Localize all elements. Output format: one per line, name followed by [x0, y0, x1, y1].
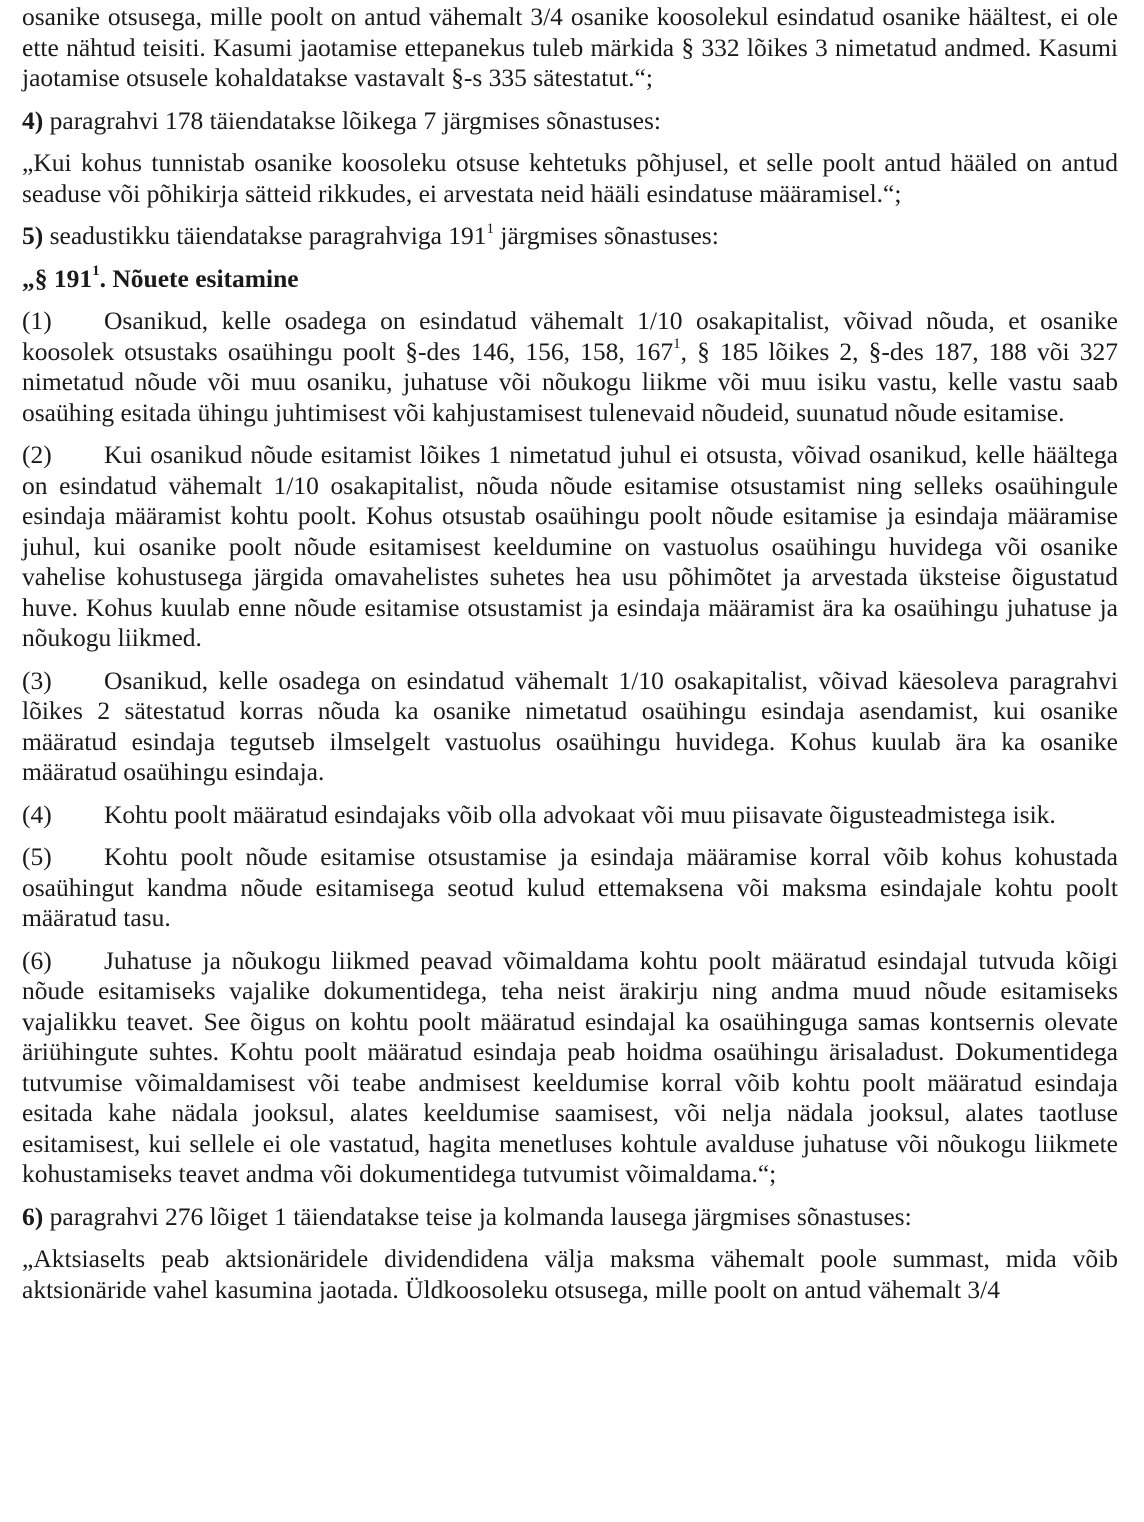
subsection	[22, 842, 1118, 934]
subsection-text: Kui osanikud nõude esitamist lõikes 1 nimetatud juhul ei otsusta, võivad osanikud, kelle häältega on esindatud vähemalt 1/10 osakapitalist, nõuda nõude esitamise otsustamist ning selleks osaühingule esindaja määramist kohtu poolt. Kohus otsustab osaühingu poolt nõude esitamise ja esindaja määramise juhul, kui osanike poolt nõude esitamisest keeldumine on vastuolus osaühingu huvidega või osanike vahelise kohustusega järgida omavahelistes suhetes hea usu põhimõtet ja arvestada üksteise õigustatud huve. Kohus kuulab enne nõude esitamise otsustamist ja esindaja määramist ära ka osaühingu juhatuse ja nõukogu liikmed.	[22, 440, 1118, 652]
subsection-text: Osanikud, kelle osadega on esindatud vähemalt 1/10 osakapitalist, võivad käesoleva paragrahvi lõikes 2 sätestatud korras nõuda ka osanike nimetatud osaühingu esindaja asendamist, kui osanike määratud esindaja tegutseb ilmselgelt vastuolus osaühingu huvidega. Kohus kuulab ära ka osanike määratud osaühingu esindaja.	[22, 665, 1118, 786]
item-number: 6)	[22, 1201, 44, 1231]
subsection	[22, 666, 1118, 788]
subsection	[22, 306, 1118, 428]
item-number: 5)	[22, 221, 44, 250]
item-text: paragrahvi 276 lõiget 1 täiendatakse teise ja kolmanda lausega järgmises sõnastuses:	[43, 1201, 912, 1231]
subsection-number: (5)	[22, 842, 52, 871]
item-number: 4)	[22, 105, 44, 135]
item-5	[22, 221, 1118, 252]
item-text: paragrahvi 178 täiendatakse lõikega 7 järgmises sõnastuses:	[43, 105, 661, 135]
subsection-number: (1)	[22, 306, 52, 335]
subsection-text: Kohtu poolt nõude esitamise otsustamise ja esindaja määramise korral võib kohus kohustada osaühingut kandma nõude esitamisega seotud kulud ettemaksena või maksma esindajale kohtu poolt määratud tasu.	[22, 842, 1118, 932]
subsection-number: (4)	[22, 799, 52, 829]
superscript: 1	[673, 336, 681, 352]
subsection-text: Osanikud, kelle osadega on esindatud vähemalt 1/10 osakapitalist, võivad nõuda, et osanike koosolek otsustaks osaühingu poolt §-des 146, 156, 158, 167	[22, 306, 1118, 366]
subsection-text: Juhatuse ja nõukogu liikmed peavad võimaldama kohtu poolt määratud esindajal tutvuda kõigi nõude esitamiseks vajalike dokumentidega, teha neist ärakirju ning andma muud nõude esitamiseks vajalikku teavet. See õigus on kohtu poolt määratud esindajal ka osaühinguga samas kontsernis olevate äriühingute suhtes. Kohtu poolt määratud esindaja peab hoidma osaühingu ärisaladust. Dokumentidega tutvumise võimaldamisest või teabe andmisest keeldumise korral võib kohtu poolt määratud esindaja esitada kahe nädala jooksul, alates keeldumise saamisest, või nelja nädala jooksul, alates taotluse esitamisest, kui sellele ei ole vastatud, hagita menetluses kohtule avalduse juhatuse või nõukogu liikmete kohustamiseks teavet andma või dokumentidega tutvumist võimaldama.“;	[22, 945, 1118, 1188]
subsection-number: (2)	[22, 440, 52, 469]
section-title-start: „§ 191	[22, 263, 93, 293]
subsection-number: (6)	[22, 945, 52, 975]
subsection	[22, 440, 1118, 654]
subsection	[22, 800, 1118, 831]
item-text: seadustikku täiendatakse paragrahviga 191	[43, 221, 487, 250]
item-text-end: järgmises sõnastuses:	[494, 221, 719, 250]
item-6	[22, 1202, 1118, 1233]
superscript: 1	[486, 220, 495, 237]
superscript: 1	[92, 263, 100, 279]
item-6-quote: „Aktsiaselts peab aktsionäridele dividendidena välja maksma vähemalt poole summast, mida võib aktsionäride vahel kasumina jaotada. Üldkoosoleku otsusega, mille poolt on antud vähemalt 3/4	[22, 1244, 1118, 1304]
subsection-number: (3)	[22, 665, 52, 695]
item-4-quote: „Kui kohus tunnistab osanike koosoleku otsuse kehtetuks põhjusel, et selle poolt antud hääled on antud seaduse või põhikirja sätteid rikkudes, ei arvestata neid hääli esindatuse määramisel.“;	[22, 148, 1118, 208]
subsections-list	[22, 306, 1118, 1190]
continued-paragraph: osanike otsusega, mille poolt on antud vähemalt 3/4 osanike koosolekul esindatud osanike häältest, ei ole ette nähtud teisiti. Kasumi jaotamise ettepanekus tuleb märkida § 332 lõikes 3 nimetatud andmed. Kasumi jaotamise otsusele kohaldatakse vastavalt §-s 335 sätestatut.“;	[22, 2, 1118, 92]
item-4	[22, 106, 1118, 137]
subsection	[22, 946, 1118, 1190]
subsection-text-end: , § 185 lõikes 2, §-des 187, 188 või 327 nimetatud nõude või muu osaniku, juhatuse või nõukogu liikme või muu isiku vastu, kelle vastu saab osaühing esitada ühingu juhtimisest või kahjustamisest tulenevaid nõudeid, suunatud nõude esitamise.	[22, 336, 1118, 427]
section-title-end: . Nõuete esitamine	[99, 263, 299, 293]
subsection-text: Kohtu poolt määratud esindajaks võib olla advokaat või muu piisavate õigusteadmistega isik.	[104, 799, 1056, 829]
section-title	[22, 264, 1118, 295]
